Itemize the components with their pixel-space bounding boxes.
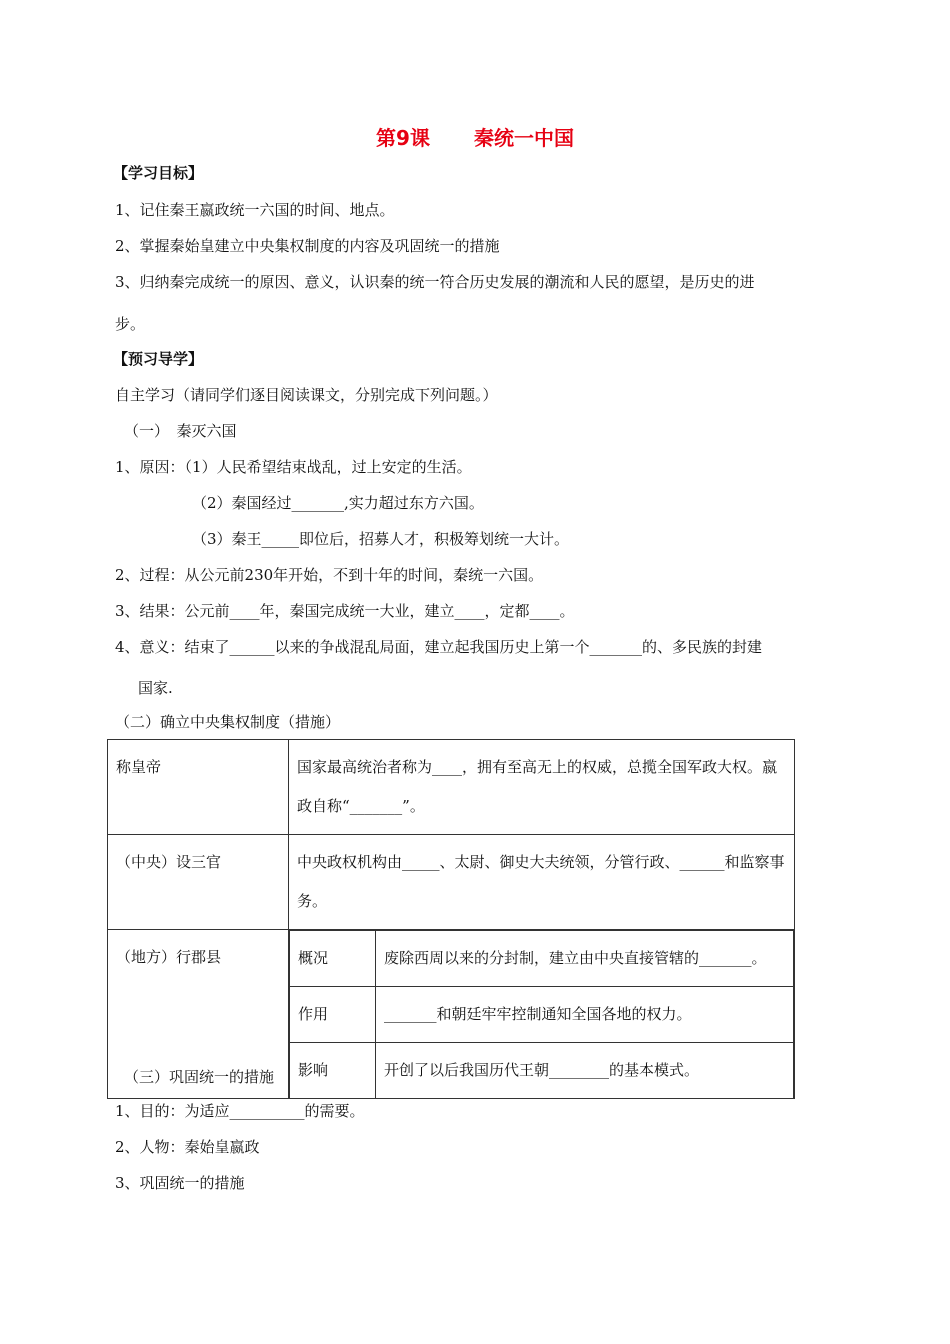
lesson-number: 第9课 bbox=[376, 126, 430, 150]
section-1-line: 2、过程：从公元前230年开始，不到十年的时间，秦统一六国。 bbox=[115, 566, 544, 584]
section-3-heading: （三）巩固统一的措施 bbox=[124, 1068, 275, 1086]
section-1-heading: （一） 秦灭六国 bbox=[124, 422, 237, 440]
table-cell-label: （地方）行郡县 bbox=[108, 930, 289, 1099]
lesson-topic: 秦统一中国 bbox=[473, 126, 574, 150]
subtable-value: _______和朝廷牢牢控制通知全国各地的权力。 bbox=[376, 987, 794, 1043]
section-2-heading: （二）确立中央集权制度（措施） bbox=[115, 713, 341, 731]
section-3-line: 2、人物：秦始皇嬴政 bbox=[115, 1138, 260, 1156]
subtable-key: 概况 bbox=[290, 931, 376, 987]
table-cell-text: 国家最高统治者称为____，拥有至高无上的权威，总揽全国军政大权。嬴政自称“_______”。 bbox=[289, 740, 795, 835]
page-title bbox=[0, 122, 950, 151]
preview-heading: 【预习导学】 bbox=[113, 350, 204, 368]
table-cell-text: 中央政权机构由_____、太尉、御史大夫统领，分管行政、______和监察事务。 bbox=[289, 835, 795, 930]
section-1-line: （2）秦国经过_______,实力超过东方六国。 bbox=[192, 494, 484, 512]
goal-item-3-cont: 步。 bbox=[115, 315, 146, 333]
section-1-line: 3、结果：公元前____年，秦国完成统一大业，建立____，定都____。 bbox=[115, 602, 575, 620]
section-1-line: 4、意义：结束了______以来的争战混乱局面，建立起我国历史上第一个_______的、多民族的封建 bbox=[115, 638, 763, 656]
subtable-key: 影响 bbox=[290, 1043, 376, 1099]
section-1-line: 1、原因：（1）人民希望结束战乱，过上安定的生活。 bbox=[115, 458, 472, 476]
table-row bbox=[108, 740, 795, 835]
table-row bbox=[290, 987, 794, 1043]
subtable-value: 开创了以后我国历代王朝________的基本模式。 bbox=[376, 1043, 794, 1099]
central-power-table bbox=[107, 739, 795, 1099]
goal-item-2: 2、掌握秦始皇建立中央集权制度的内容及巩固统一的措施 bbox=[115, 237, 500, 255]
table-cell-label: （中央）设三官 bbox=[108, 835, 289, 930]
county-subtable bbox=[289, 930, 794, 1098]
subtable-value: 废除西周以来的分封制，建立由中央直接管辖的_______。 bbox=[376, 931, 794, 987]
section-1-line: （3）秦王_____即位后，招募人才，积极筹划统一大计。 bbox=[192, 530, 570, 548]
subtable-key: 作用 bbox=[290, 987, 376, 1043]
table-row bbox=[108, 835, 795, 930]
section-3-line: 1、目的：为适应__________的需要。 bbox=[115, 1102, 365, 1120]
table-cell-subtable bbox=[289, 930, 795, 1099]
section-1-line: 国家. bbox=[138, 679, 173, 697]
goal-item-1: 1、记住秦王嬴政统一六国的时间、地点。 bbox=[115, 201, 395, 219]
preview-intro: 自主学习（请同学们逐目阅读课文，分别完成下列问题。） bbox=[115, 386, 498, 404]
table-row bbox=[290, 931, 794, 987]
goals-heading: 【学习目标】 bbox=[113, 164, 204, 182]
table-row bbox=[290, 1043, 794, 1099]
goal-item-3: 3、归纳秦完成统一的原因、意义，认识秦的统一符合历史发展的潮流和人民的愿望，是历史的进 bbox=[115, 273, 755, 291]
table-cell-label: 称皇帝 bbox=[108, 740, 289, 835]
section-3-line: 3、巩固统一的措施 bbox=[115, 1174, 245, 1192]
